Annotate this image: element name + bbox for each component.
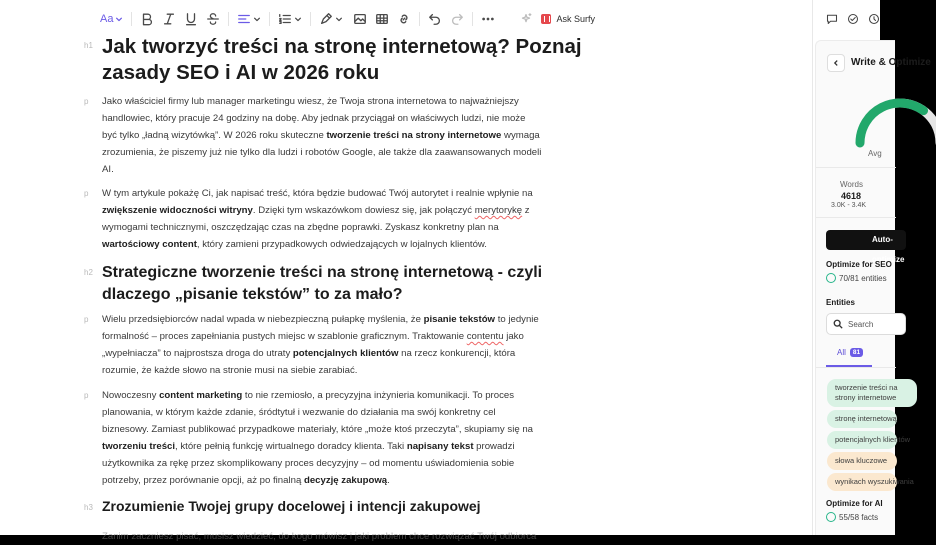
- spelling-flag[interactable]: contentu: [466, 331, 504, 342]
- keyword-bold: decyzję zakupową: [303, 475, 388, 486]
- keyword-bold: tworzeniu treści: [102, 441, 176, 452]
- tab-all[interactable]: [837, 348, 863, 357]
- paragraph-line: planowania, w którym każde zdanie, śródtytuł i wezwanie do działania ma swój konkretny cel: [102, 407, 496, 418]
- words-range: 3.0K - 3.4K: [831, 202, 867, 209]
- block-type-tag: h3: [84, 503, 93, 512]
- keyword-bold: wartościowy content: [102, 239, 197, 250]
- tab-all-label: All: [837, 348, 846, 357]
- h2-heading[interactable]: Strategiczne tworzenie treści na stronę internetową - czyli dlaczego „pisanie tekstów” to za mało?: [102, 264, 543, 303]
- paragraph-line: „wypełniacza” to najprostsza droga do utraty potencjalnych klientów na rzecz konkurencji, która: [102, 348, 516, 359]
- right-icon-strip: [826, 13, 880, 25]
- entity-chip[interactable]: słowa kluczowe: [827, 452, 897, 470]
- paragraph[interactable]: [102, 387, 572, 489]
- paragraph-line: Nowoczesny content marketing to nie rzemiosło, a precyzyjna inżynieria komunikacji. To proces: [102, 390, 514, 401]
- document-next-line: Zanim zaczniesz pisać, musisz wiedzieć, do kogo mówisz i jaki problem chce rozwiązać Twój odbiorca: [102, 531, 537, 542]
- panel-divider-line: [816, 367, 896, 368]
- entities-title: Entities: [826, 298, 855, 307]
- search-icon: [833, 319, 843, 329]
- paragraph-line: formalność – proces zapełniania pustych miejsc w szablonie graficznym. Traktowanie contentu jako: [102, 331, 524, 342]
- entity-chip[interactable]: wynikach wyszukiwania: [827, 473, 897, 491]
- keyword-bold: zwiększenie widoczności witryny: [102, 205, 253, 216]
- paragraph-line: użytkownika za rękę przez skomplikowany proces decyzyjny – od momentu uświadomienia sobie: [102, 458, 515, 469]
- words-value: 4618: [841, 191, 862, 201]
- panel-title: Write & Optimize: [851, 57, 931, 68]
- paragraph-line: Wielu przedsiębiorców nadal wpada w niebezpieczną pułapkę myślenia, że pisanie tekstów to jedynie: [102, 314, 539, 325]
- entities-progress: [826, 273, 887, 283]
- block-type-tag: h1: [84, 41, 93, 50]
- content-score-gauge: [846, 81, 936, 151]
- paragraph-line: zrozumienia, że piszemy już nie tylko dla ludzi i robotów Google, ale także dla zaawansowanych modeli: [102, 147, 542, 158]
- paragraph-line: potrzeby, przez porównanie opcji, aż po finalną decyzję zakupową.: [102, 475, 390, 486]
- paragraph-line: tworzeniu treści, które pełnią funkcję wirtualnego doradcy klienta. Taki napisany tekst prowadzi: [102, 441, 515, 452]
- keyword-bold: tworzenie treści na strony internetowe: [326, 130, 502, 141]
- facts-progress-text: 55/58 facts: [839, 512, 879, 522]
- paragraph-line: wartościowy content, który zamieni przypadkowych odwiedzających w lojalnych klientów.: [102, 239, 487, 250]
- keyword-bold: content marketing: [159, 390, 243, 401]
- comment-icon[interactable]: [826, 13, 838, 25]
- check-circle-icon[interactable]: [847, 13, 859, 25]
- panel-divider-line: [816, 167, 896, 168]
- panel-divider: [812, 0, 813, 535]
- tab-all-count-badge: 81: [850, 348, 863, 357]
- document-title[interactable]: Jak tworzyć treści na stronę internetową? Poznaj zasady SEO i AI w 2026 roku: [102, 35, 582, 84]
- panel-divider-line: [816, 217, 896, 218]
- progress-ring-icon: [826, 273, 836, 283]
- auto-optimize-button[interactable]: Auto-optimize: [826, 230, 906, 250]
- block-type-tag: h2: [84, 268, 93, 277]
- keyword-bold: potencjalnych klientów: [292, 348, 399, 359]
- keyword-bold: napisany tekst: [406, 441, 474, 452]
- search-placeholder: Search: [848, 319, 874, 329]
- optimize-ai-title: Optimize for AI: [826, 499, 883, 508]
- entities-search-input[interactable]: [826, 313, 906, 335]
- score-label: Avg: [868, 149, 882, 158]
- facts-progress: [826, 512, 878, 522]
- paragraph[interactable]: [102, 311, 572, 379]
- paragraph-line: rozumie, że każde słowo na stronie musi na siebie zarabiać.: [102, 365, 358, 376]
- paragraph-line: W tym artykule pokażę Ci, jak napisać treść, która będzie budować Twój autorytet i realnie wpłynie na: [102, 188, 533, 199]
- entity-chip[interactable]: tworzenie treści na strony internetowe: [827, 379, 917, 407]
- block-type-tag: p: [84, 391, 89, 400]
- entity-chip[interactable]: potencjalnych klientów: [827, 431, 897, 449]
- entities-progress-text: 70/81 entities: [839, 273, 887, 283]
- paragraph-line: handlowiec, który pracuje 24 godziny na dobę. Aby jednak przyciągał on właściwych ludzi, nie może: [102, 113, 526, 124]
- paragraph-line: zwiększenie widoczności witryny. Dzięki tym wskazówkom dowiesz się, jak połączyć merytorykę z: [102, 205, 530, 216]
- optimize-seo-title: Optimize for SEO: [826, 260, 892, 269]
- paragraph-line: wymogami technicznymi, oszczędzając czas na zbędne poprawki. Zyskasz konkretny plan na: [102, 222, 499, 233]
- paragraph-line: AI.: [102, 164, 114, 175]
- font-style-label: Aa: [100, 13, 114, 25]
- paragraph[interactable]: [102, 185, 572, 253]
- keyword-bold: pisanie tekstów: [423, 314, 496, 325]
- paragraph-line: Jako właściciel firmy lub manager marketingu wiesz, że Twoja strona internetowa to najważniejszy: [102, 96, 519, 107]
- entity-chip[interactable]: stronę internetową: [827, 410, 897, 428]
- spelling-flag[interactable]: merytorykę: [474, 205, 523, 216]
- history-icon[interactable]: [868, 13, 880, 25]
- words-label: Words: [840, 180, 863, 189]
- ask-surfy-label: Ask Surfy: [556, 14, 595, 24]
- paragraph[interactable]: [102, 93, 572, 178]
- paragraph-line: biznesowy. Zamiast publikować przypadkowe materiały, które „może ktoś przeczyta”, skupiamy się na: [102, 424, 533, 435]
- progress-ring-icon: [826, 512, 836, 522]
- gauge-fill: [860, 103, 924, 143]
- block-type-tag: p: [84, 189, 89, 198]
- optimization-panel: [815, 40, 931, 535]
- chevron-left-icon: [832, 59, 840, 67]
- back-button[interactable]: [827, 54, 845, 72]
- paragraph-line: być tylko „ładną wizytówką”. W 2026 roku skuteczne tworzenie treści na strony internetowe wymaga: [102, 130, 540, 141]
- block-type-tag: p: [84, 97, 89, 106]
- block-type-tag: p: [84, 315, 89, 324]
- h3-heading[interactable]: Zrozumienie Twojej grupy docelowej i intencji zakupowej: [102, 498, 481, 514]
